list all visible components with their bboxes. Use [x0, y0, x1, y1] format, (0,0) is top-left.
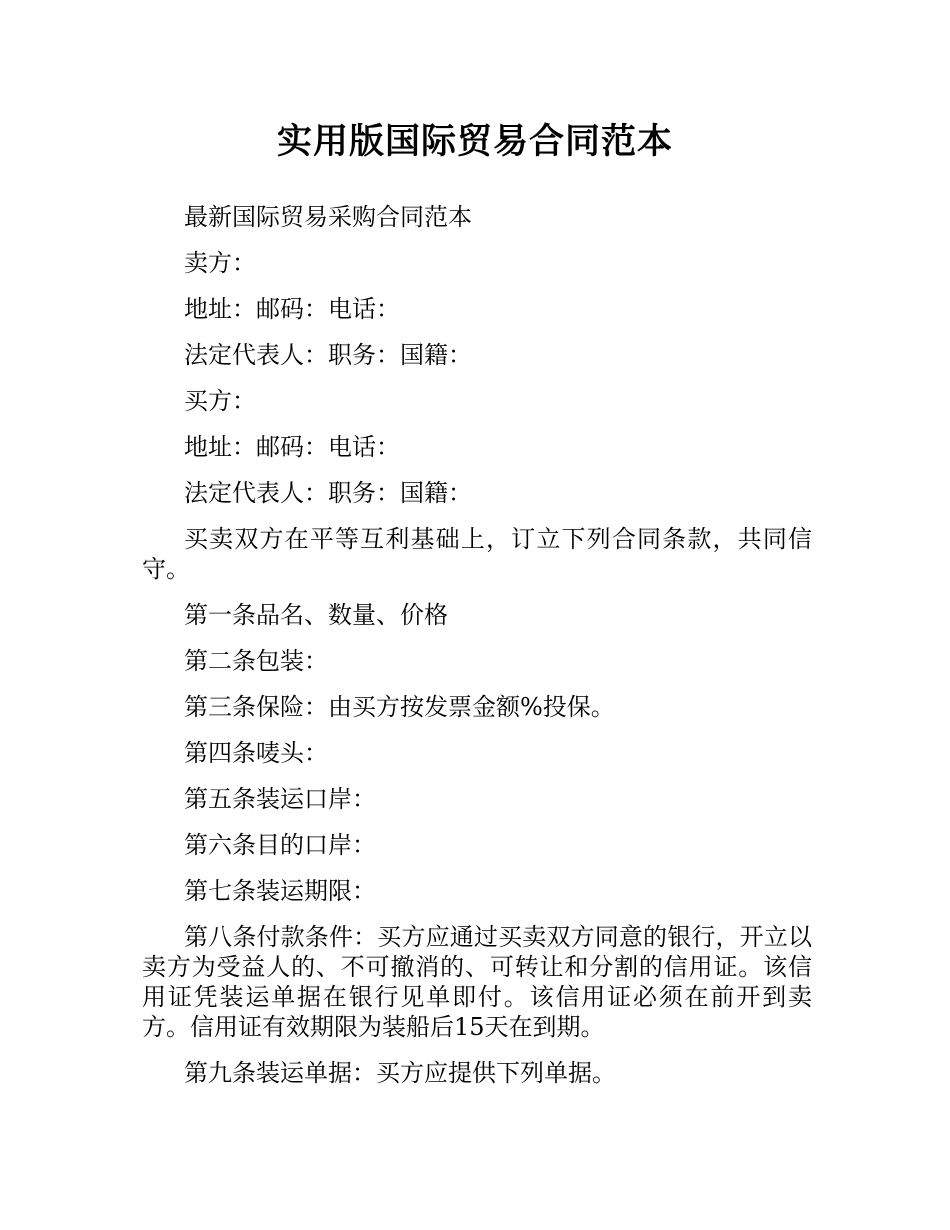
- paragraph-seller-representative: 法定代表人：职务：国籍：: [184, 341, 472, 369]
- paragraph-buyer-address: 地址：邮码：电话：: [184, 433, 400, 461]
- paragraph-buyer: 买方：: [184, 387, 256, 415]
- paragraph-preamble: 买卖双方在平等互利基础上，订立下列合同条款，共同信守。: [142, 525, 812, 583]
- document-title: 实用版国际贸易合同范本: [276, 122, 673, 162]
- paragraph-article-7: 第七条装运期限：: [184, 877, 376, 905]
- paragraph-article-9: 第九条装运单据：买方应提供下列单据。: [184, 1059, 616, 1087]
- paragraph-article-4: 第四条唛头：: [184, 739, 328, 767]
- paragraph-seller-address: 地址：邮码：电话：: [184, 295, 400, 323]
- paragraph-subtitle: 最新国际贸易采购合同范本: [184, 203, 472, 231]
- paragraph-article-6: 第六条目的口岸：: [184, 831, 376, 859]
- paragraph-article-3: 第三条保险：由买方按发票金额%投保。: [184, 693, 615, 721]
- paragraph-article-5: 第五条装运口岸：: [184, 785, 376, 813]
- paragraph-article-8: 第八条付款条件：买方应通过买卖双方同意的银行，开立以卖方为受益人的、不可撤消的、可转让和分割的信用证。该信用证凭装运单据在银行见单即付。该信用证必须在前开到卖方。信用证有效期限为装船后15天在到期。: [142, 923, 812, 1041]
- paragraph-buyer-representative: 法定代表人：职务：国籍：: [184, 479, 472, 507]
- paragraph-seller: 卖方：: [184, 249, 256, 277]
- document-body: [142, 202, 812, 1104]
- paragraph-article-2: 第二条包装：: [184, 647, 328, 675]
- paragraph-article-1: 第一条品名、数量、价格: [184, 601, 448, 629]
